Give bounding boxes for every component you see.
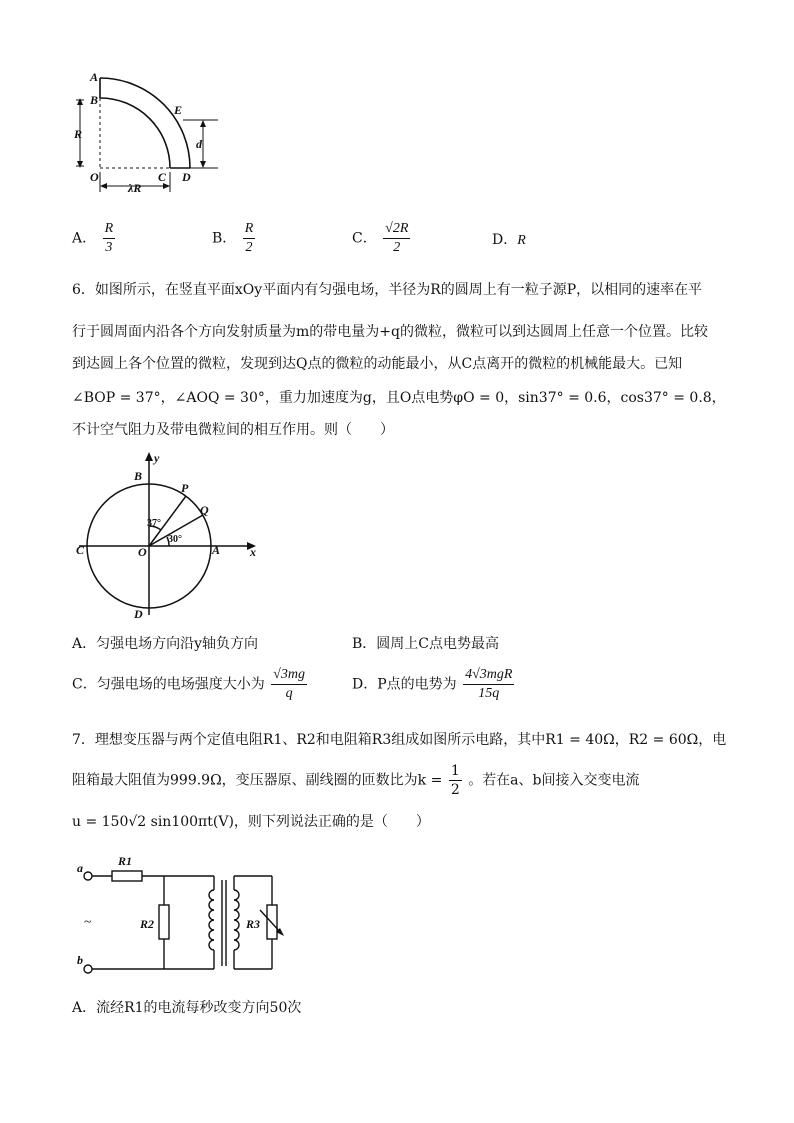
q5-option-c: C． $\frac{√2R}{2}$ bbox=[352, 221, 409, 255]
figure-transformer-circuit bbox=[74, 850, 284, 980]
label-d: d bbox=[196, 137, 202, 151]
label-y: y bbox=[154, 451, 160, 465]
q6-option-a: A．匀强电场方向沿y轴负方向 bbox=[72, 636, 259, 652]
q5-option-d: D．R bbox=[492, 232, 526, 248]
resistor-R3 bbox=[267, 905, 277, 939]
label-P: P bbox=[181, 481, 189, 495]
terminal-b bbox=[84, 965, 92, 973]
label-C: C bbox=[76, 543, 85, 557]
q6-line-2: 行于圆周面内沿各个方向发射质量为m的带电量为+q的微粒，微粒可以到达圆周上任意一个位置。比较 bbox=[72, 324, 708, 340]
label-B: B bbox=[134, 469, 143, 483]
resistor-R2 bbox=[159, 905, 169, 939]
angle-30: 30° bbox=[168, 534, 182, 545]
label-R3: R3 bbox=[246, 917, 261, 931]
label-lambdaR: λR bbox=[128, 181, 142, 195]
ac-source-symbol: ~ bbox=[84, 915, 92, 930]
label-x: x bbox=[250, 545, 256, 559]
primary-coil bbox=[209, 890, 214, 950]
label-O: O bbox=[138, 545, 147, 559]
q6-option-b: B．圆周上C点电势最高 bbox=[352, 636, 499, 652]
q7-option-a: A．流经R1的电流每秒改变方向50次 bbox=[72, 1000, 302, 1016]
label-D: D bbox=[182, 170, 191, 184]
inner-arc bbox=[100, 98, 170, 168]
q6-line-4: ∠BOP = 37°，∠AOQ = 30°，重力加速度为g，且O点电势φO = 0，sin37° = 0.6，cos37° = 0.8， bbox=[72, 390, 726, 406]
label-R1: R1 bbox=[118, 854, 133, 868]
label-A: A bbox=[90, 70, 99, 84]
secondary-coil bbox=[234, 890, 239, 950]
q6-line-5: 不计空气阻力及带电微粒间的相互作用。则（ ） bbox=[72, 422, 394, 438]
q5-option-a: A． $\frac{R}{3}$ bbox=[72, 221, 114, 255]
label-A: A bbox=[212, 543, 221, 557]
resistor-R1 bbox=[112, 871, 142, 881]
label-D: D bbox=[134, 607, 143, 621]
label-Q: Q bbox=[200, 503, 209, 517]
label-E: E bbox=[174, 103, 183, 117]
q7-line-3: u = 150√2 sin100πt(V)，则下列说法正确的是（ ） bbox=[72, 814, 430, 830]
label-O: O bbox=[90, 170, 99, 184]
label-C: C bbox=[158, 170, 167, 184]
label-R: R bbox=[74, 127, 83, 141]
q7-line-2: 阻箱最大阻值为999.9Ω，变压器原、副线圈的匝数比为k = $\frac{1}{2}$ 。若在a、b间接入交变电流 bbox=[72, 763, 640, 798]
figure-quarter-annulus bbox=[70, 68, 230, 198]
outer-arc bbox=[100, 78, 190, 168]
q5-option-b: B． $\frac{R}{2}$ bbox=[212, 221, 254, 255]
q6-line-1: 6．如图所示，在竖直平面xOy平面内有匀强电场，半径为R的圆周上有一粒子源P，以相同的速率在平 bbox=[72, 282, 703, 298]
q6-line-3: 到达圆上各个位置的微粒，发现到达Q点的微粒的动能最小，从C点离开的微粒的机械能最大。已知 bbox=[72, 356, 683, 372]
label-a: a bbox=[77, 861, 83, 875]
label-B: B bbox=[90, 93, 99, 107]
label-R2: R2 bbox=[140, 917, 155, 931]
q6-option-d: D．P点的电势为 $\frac{\text{4√3mgR}}{15q}$ bbox=[352, 667, 513, 701]
figure-circle-field bbox=[74, 450, 264, 622]
q6-option-c: C．匀强电场的电场强度大小为 $\frac{√3mg}{q}$ bbox=[72, 667, 305, 701]
angle-37: 37° bbox=[147, 518, 161, 529]
q7-line-1: 7．理想变压器与两个定值电阻R1、R2和电阻箱R3组成如图所示电路，其中R1 = 40Ω，R2 = 60Ω，电 bbox=[72, 732, 727, 748]
label-b: b bbox=[77, 953, 83, 967]
terminal-a bbox=[84, 872, 92, 880]
